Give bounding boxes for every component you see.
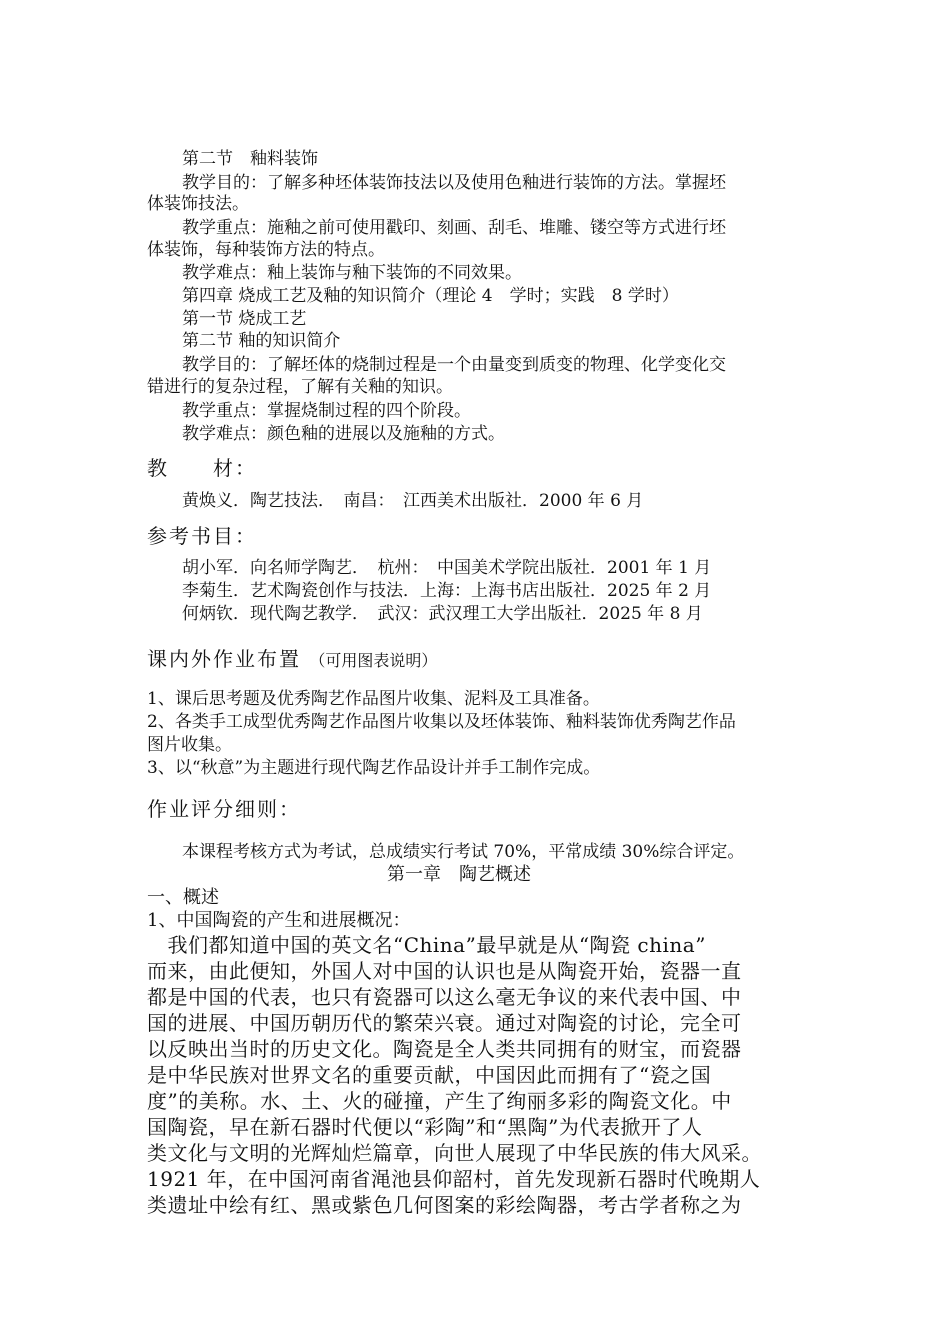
chapter-title: 第四章 烧成工艺及釉的知识简介（理论 4 学时；实践 8 学时）	[182, 286, 679, 306]
section-title: 第一节 烧成工艺	[182, 309, 307, 329]
paragraph-line: 国的进展、中国历朝历代的繁荣兴衰。通过对陶瓷的讨论，完全可	[147, 1011, 742, 1035]
chapter-title: 第一章 陶艺概述	[387, 864, 531, 885]
homework-item: 1、课后思考题及优秀陶艺作品图片收集、泥料及工具准备。	[147, 689, 600, 709]
teaching-difficulty: 教学难点：颜色釉的进展以及施釉的方式。	[182, 424, 505, 444]
subsection-heading: 1、中国陶瓷的产生和进展概况：	[147, 910, 411, 931]
paragraph-line: 都是中国的代表，也只有瓷器可以这么毫无争议的来代表中国、中	[147, 985, 742, 1009]
teaching-goal: 教学目的：了解多种坯体装饰技法以及使用色釉进行装饰的方法。掌握坯	[182, 173, 726, 193]
overview-heading: 一、概述	[147, 887, 219, 908]
teaching-difficulty: 教学难点：釉上装饰与釉下装饰的不同效果。	[182, 263, 522, 283]
textbook-entry: 黄焕义．陶艺技法． 南昌： 江西美术出版社．2000 年 6 月	[182, 491, 644, 511]
homework-title: 课内外作业布置	[147, 647, 301, 671]
teaching-goal-cont: 错进行的复杂过程，了解有关釉的知识。	[147, 377, 453, 397]
teaching-goal-cont: 体装饰技法。	[147, 194, 249, 214]
paragraph-line: 以反映出当时的历史文化。陶瓷是全人类共同拥有的财宝，而瓷器	[147, 1037, 742, 1061]
reference-item: 李菊生．艺术陶瓷创作与技法．上海：上海书店出版社．2025 年 2 月	[182, 581, 712, 601]
teaching-key-cont: 体装饰，每种装饰方法的特点。	[147, 240, 385, 260]
teaching-key: 教学重点：掌握烧制过程的四个阶段。	[182, 401, 471, 421]
paragraph-line: 类遗址中绘有红、黑或紫色几何图案的彩绘陶器，考古学者称之为	[147, 1193, 742, 1217]
homework-heading	[147, 646, 437, 674]
paragraph-line: 1921 年，在中国河南省渑池县仰韶村，首先发现新石器时代晚期人	[147, 1167, 761, 1191]
references-heading: 参考书目：	[147, 524, 257, 548]
section-title: 第二节 釉的知识简介	[182, 331, 341, 351]
reference-item: 胡小军．向名师学陶艺． 杭州： 中国美术学院出版社．2001 年 1 月	[182, 558, 712, 578]
paragraph-line: 是中华民族对世界文名的重要贡献，中国因此而拥有了“瓷之国	[147, 1063, 712, 1087]
homework-item-cont: 图片收集。	[147, 735, 232, 755]
grading-text: 本课程考核方式为考试，总成绩实行考试 70%，平常成绩 30%综合评定。	[182, 842, 745, 862]
homework-note: （可用图表说明）	[309, 651, 438, 670]
homework-item: 2、各类手工成型优秀陶艺作品图片收集以及坯体装饰、釉料装饰优秀陶艺作品	[147, 712, 736, 732]
teaching-goal: 教学目的：了解坯体的烧制过程是一个由量变到质变的物理、化学变化交	[182, 355, 726, 375]
paragraph-line: 而来，由此便知，外国人对中国的认识也是从陶瓷开始，瓷器一直	[147, 959, 742, 983]
section-title: 第二节 釉料装饰	[182, 149, 318, 169]
paragraph-line: 类文化与文明的光辉灿烂篇章，向世人展现了中华民族的伟大风采。	[147, 1141, 762, 1165]
textbook-heading: 教 材：	[147, 456, 257, 480]
paragraph-line: 我们都知道中国的英文名“China”最早就是从“陶瓷 china”	[147, 933, 706, 957]
teaching-key: 教学重点：施釉之前可使用戳印、刻画、刮毛、堆雕、镂空等方式进行坯	[182, 218, 726, 238]
grading-heading: 作业评分细则：	[147, 797, 301, 821]
reference-item: 何炳钦．现代陶艺教学． 武汉：武汉理工大学出版社．2025 年 8 月	[182, 604, 703, 624]
homework-item: 3、以“秋意”为主题进行现代陶艺作品设计并手工制作完成。	[147, 758, 601, 778]
paragraph-line: 国陶瓷，早在新石器时代便以“彩陶”和“黑陶”为代表掀开了人	[147, 1115, 703, 1139]
paragraph-line: 度”的美称。水、土、火的碰撞，产生了绚丽多彩的陶瓷文化。中	[147, 1089, 732, 1113]
